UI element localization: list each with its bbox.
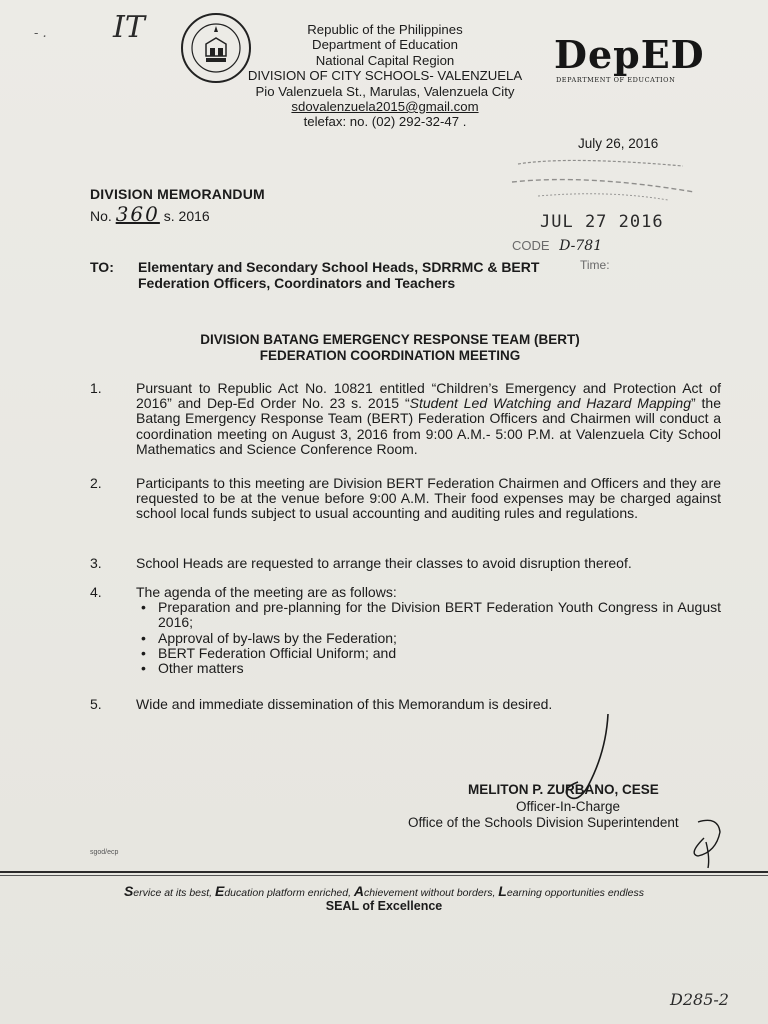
receiving-stamp-icon: [508, 152, 698, 212]
subject-line2: FEDERATION COORDINATION MEETING: [259, 348, 521, 363]
paragraph-text: School Heads are requested to arrange their classes to avoid disruption thereof.: [136, 555, 632, 571]
header-telefax: telefax: no. (02) 292-32-47 .: [303, 114, 467, 130]
deped-logo: [550, 32, 705, 92]
received-date-stamp: JUL 27 2016: [540, 212, 664, 232]
paragraph-text: Participants to this meeting are Division BERT Federation Chairmen and Officers and they are requested to be at the venue before 9:00 A.M. Their food expenses may be charged against school local funds subject to usual accounting and auditing rules and regulations.: [136, 475, 721, 522]
deped-wordmark: DepED: [554, 32, 705, 77]
memo-number-value: 360: [115, 202, 160, 226]
paragraph-text: [136, 585, 721, 676]
signatory-position: Officer-In-Charge: [516, 799, 621, 814]
agenda-item: • Approval of by-laws by the Federation;: [136, 631, 721, 646]
stamp-code-value: D-781: [559, 238, 603, 254]
motto-initial: S: [123, 883, 134, 899]
footer-seal-of-excellence: SEAL of Excellence: [325, 899, 443, 913]
handwritten-page-number: D285-2: [670, 990, 729, 1009]
paragraph-number: 1.: [90, 380, 102, 396]
footer-divider: [0, 871, 768, 873]
paragraph-number: 3.: [90, 555, 102, 571]
header-republic: Republic of the Philippines: [307, 22, 463, 37]
paragraph-number: 4.: [90, 584, 102, 600]
motto-initial: E: [215, 883, 225, 899]
to-label: TO:: [90, 259, 114, 275]
agenda-item: • Other matters: [136, 661, 721, 676]
to-recipients-line2: Federation Officers, Coordinators and Teachers: [138, 275, 456, 291]
handwritten-mark: - .: [34, 26, 47, 41]
handwritten-it-mark: IT: [113, 10, 145, 45]
signatory-name: MELITON P. ZURBANO, CESE: [468, 782, 659, 797]
reference-initials: sgod/ecp: [90, 849, 119, 856]
header-division: DIVISION OF CITY SCHOOLS- VALENZUELA: [247, 68, 523, 84]
memo-type-title: DIVISION MEMORANDUM: [90, 186, 265, 202]
agenda-item: • Preparation and pre-planning for the Division BERT Federation Youth Congress in August 2016;: [136, 600, 721, 630]
stamp-code-label: CODE: [512, 238, 550, 253]
motto-text: ducation platform enriched,: [224, 887, 354, 899]
stamp-code: [512, 238, 602, 254]
memo-subject: [150, 332, 630, 364]
paragraph-text: [136, 381, 721, 457]
to-recipients: [138, 259, 583, 291]
memo-series: s. 2016: [163, 208, 210, 224]
header-region: National Capital Region: [315, 52, 455, 68]
motto-initial: L: [498, 883, 507, 899]
paragraph-text-part: Pursuant to Republic Act No. 10821 entitled “Children’s Emergency and Protection Act of 2016” and Dep-Ed Order No. 23 s. 2015 “: [136, 380, 721, 412]
motto-initial: A: [353, 883, 365, 899]
memo-date: July 26, 2016: [578, 136, 659, 151]
paragraph-text-italic: Student Led Watching and Hazard Mapping: [409, 395, 691, 412]
signatory-office: Office of the Schools Division Superintendent: [408, 815, 679, 830]
memo-number: [90, 202, 210, 226]
to-recipients-line1: Elementary and Secondary School Heads, SDRRMC & BERT: [138, 259, 540, 275]
agenda-intro: The agenda of the meeting are as follows:: [136, 584, 397, 600]
footer-motto: [0, 883, 768, 899]
paragraph-number: 2.: [90, 475, 102, 491]
paragraph-number: 5.: [90, 696, 102, 712]
letterhead: [200, 22, 570, 130]
paragraph-text: Wide and immediate dissemination of this Memorandum is desired.: [136, 696, 553, 712]
motto-text: earning opportunities endless: [506, 887, 645, 899]
memo-number-prefix: No.: [90, 208, 112, 224]
footer-divider-thin: [0, 875, 768, 876]
agenda-item: • BERT Federation Official Uniform; and: [136, 646, 721, 661]
deped-subtext: DEPARTMENT OF EDUCATION: [556, 76, 676, 84]
stamp-time-label: Time:: [580, 258, 610, 272]
motto-text: ervice at its best,: [133, 887, 215, 899]
agenda-list: [136, 600, 721, 676]
motto-text: chievement without borders,: [364, 887, 499, 899]
subject-line1: DIVISION BATANG EMERGENCY RESPONSE TEAM (BERT): [200, 332, 580, 347]
paragraph-text-part: ” the Batang Emergency Response Team (BERT) Federation Officers and Chairmen will conduct a coordination meeting on August 3, 2016 from 9:00 A.M.- 5:00 P.M. at Valenzuela City School Mathematics and Science Conference Room.: [136, 395, 721, 457]
header-address: Pio Valenzuela St., Marulas, Valenzuela City: [255, 83, 515, 99]
header-department: Department of Education: [312, 37, 458, 53]
header-email-link[interactable]: sdovalenzuela2015@gmail.com: [291, 99, 479, 115]
